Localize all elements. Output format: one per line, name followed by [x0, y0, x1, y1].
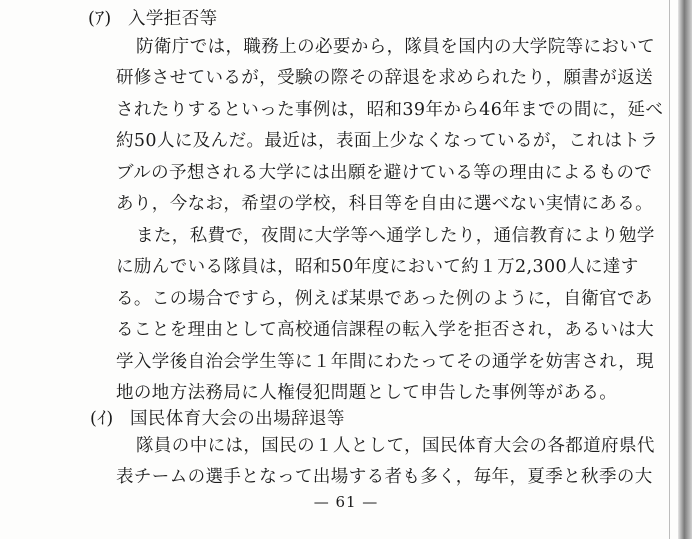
- section-heading-entrance-refusal: [88, 8, 218, 30]
- paragraph-line: 防衛庁では，職務上の必要から，隊員を国内の大学院等において: [136, 37, 656, 57]
- section-heading-national-sports-festival: [90, 408, 345, 430]
- scan-edge-line: [669, 0, 670, 539]
- paragraph-line: 約50人に及んだ。最近は，表面上少なくなっているが，これはトラ: [116, 131, 659, 151]
- paragraph-line: に励んでいる隊員は，昭和50年度において約１万2,300人に達す: [116, 257, 639, 277]
- paragraph-line: ることを理由として高校通信課程の転入学を拒否され，あるいは大: [116, 320, 655, 340]
- section-marker: (ｱ): [88, 9, 112, 29]
- page-number: — 61 —: [313, 493, 379, 511]
- paragraph-line: 学入学後自治会学生等に１年間にわたってその通学を妨害され，現: [116, 352, 655, 372]
- paragraph-line: 表チームの選手となって出場する者も多く，毎年，夏季と秋季の大: [116, 467, 653, 487]
- paragraph-line: る。この場合ですら，例えば某県であった例のように，自衛官であ: [116, 289, 653, 309]
- scan-edge: [678, 0, 692, 539]
- paragraph-line: 研修させているが，受験の際その辞退を求められたり，願書が返送: [116, 68, 653, 88]
- section-title: 国民体育大会の出場辞退等: [130, 409, 345, 429]
- paragraph-line: また，私費で，夜間に大学等へ通学したり，通信教育により勉学: [136, 226, 655, 246]
- section-marker: (ｲ): [90, 409, 114, 429]
- paragraph-line: 地の地方法務局に人権侵犯問題として申告した事例等がある。: [116, 383, 618, 403]
- paragraph-line: されたりするといった事例は，昭和39年から46年までの間に，延べ: [116, 100, 664, 120]
- paragraph-line: 隊員の中には，国民の１人として，国民体育大会の各都道府県代: [136, 436, 655, 456]
- paragraph-line: あり，今なお，希望の学校，科目等を自由に選べない実情にある。: [116, 194, 653, 214]
- paragraph-line: ブルの予想される大学には出願を避けている等の理由によるもので: [116, 163, 653, 183]
- section-title: 入学拒否等: [128, 9, 218, 29]
